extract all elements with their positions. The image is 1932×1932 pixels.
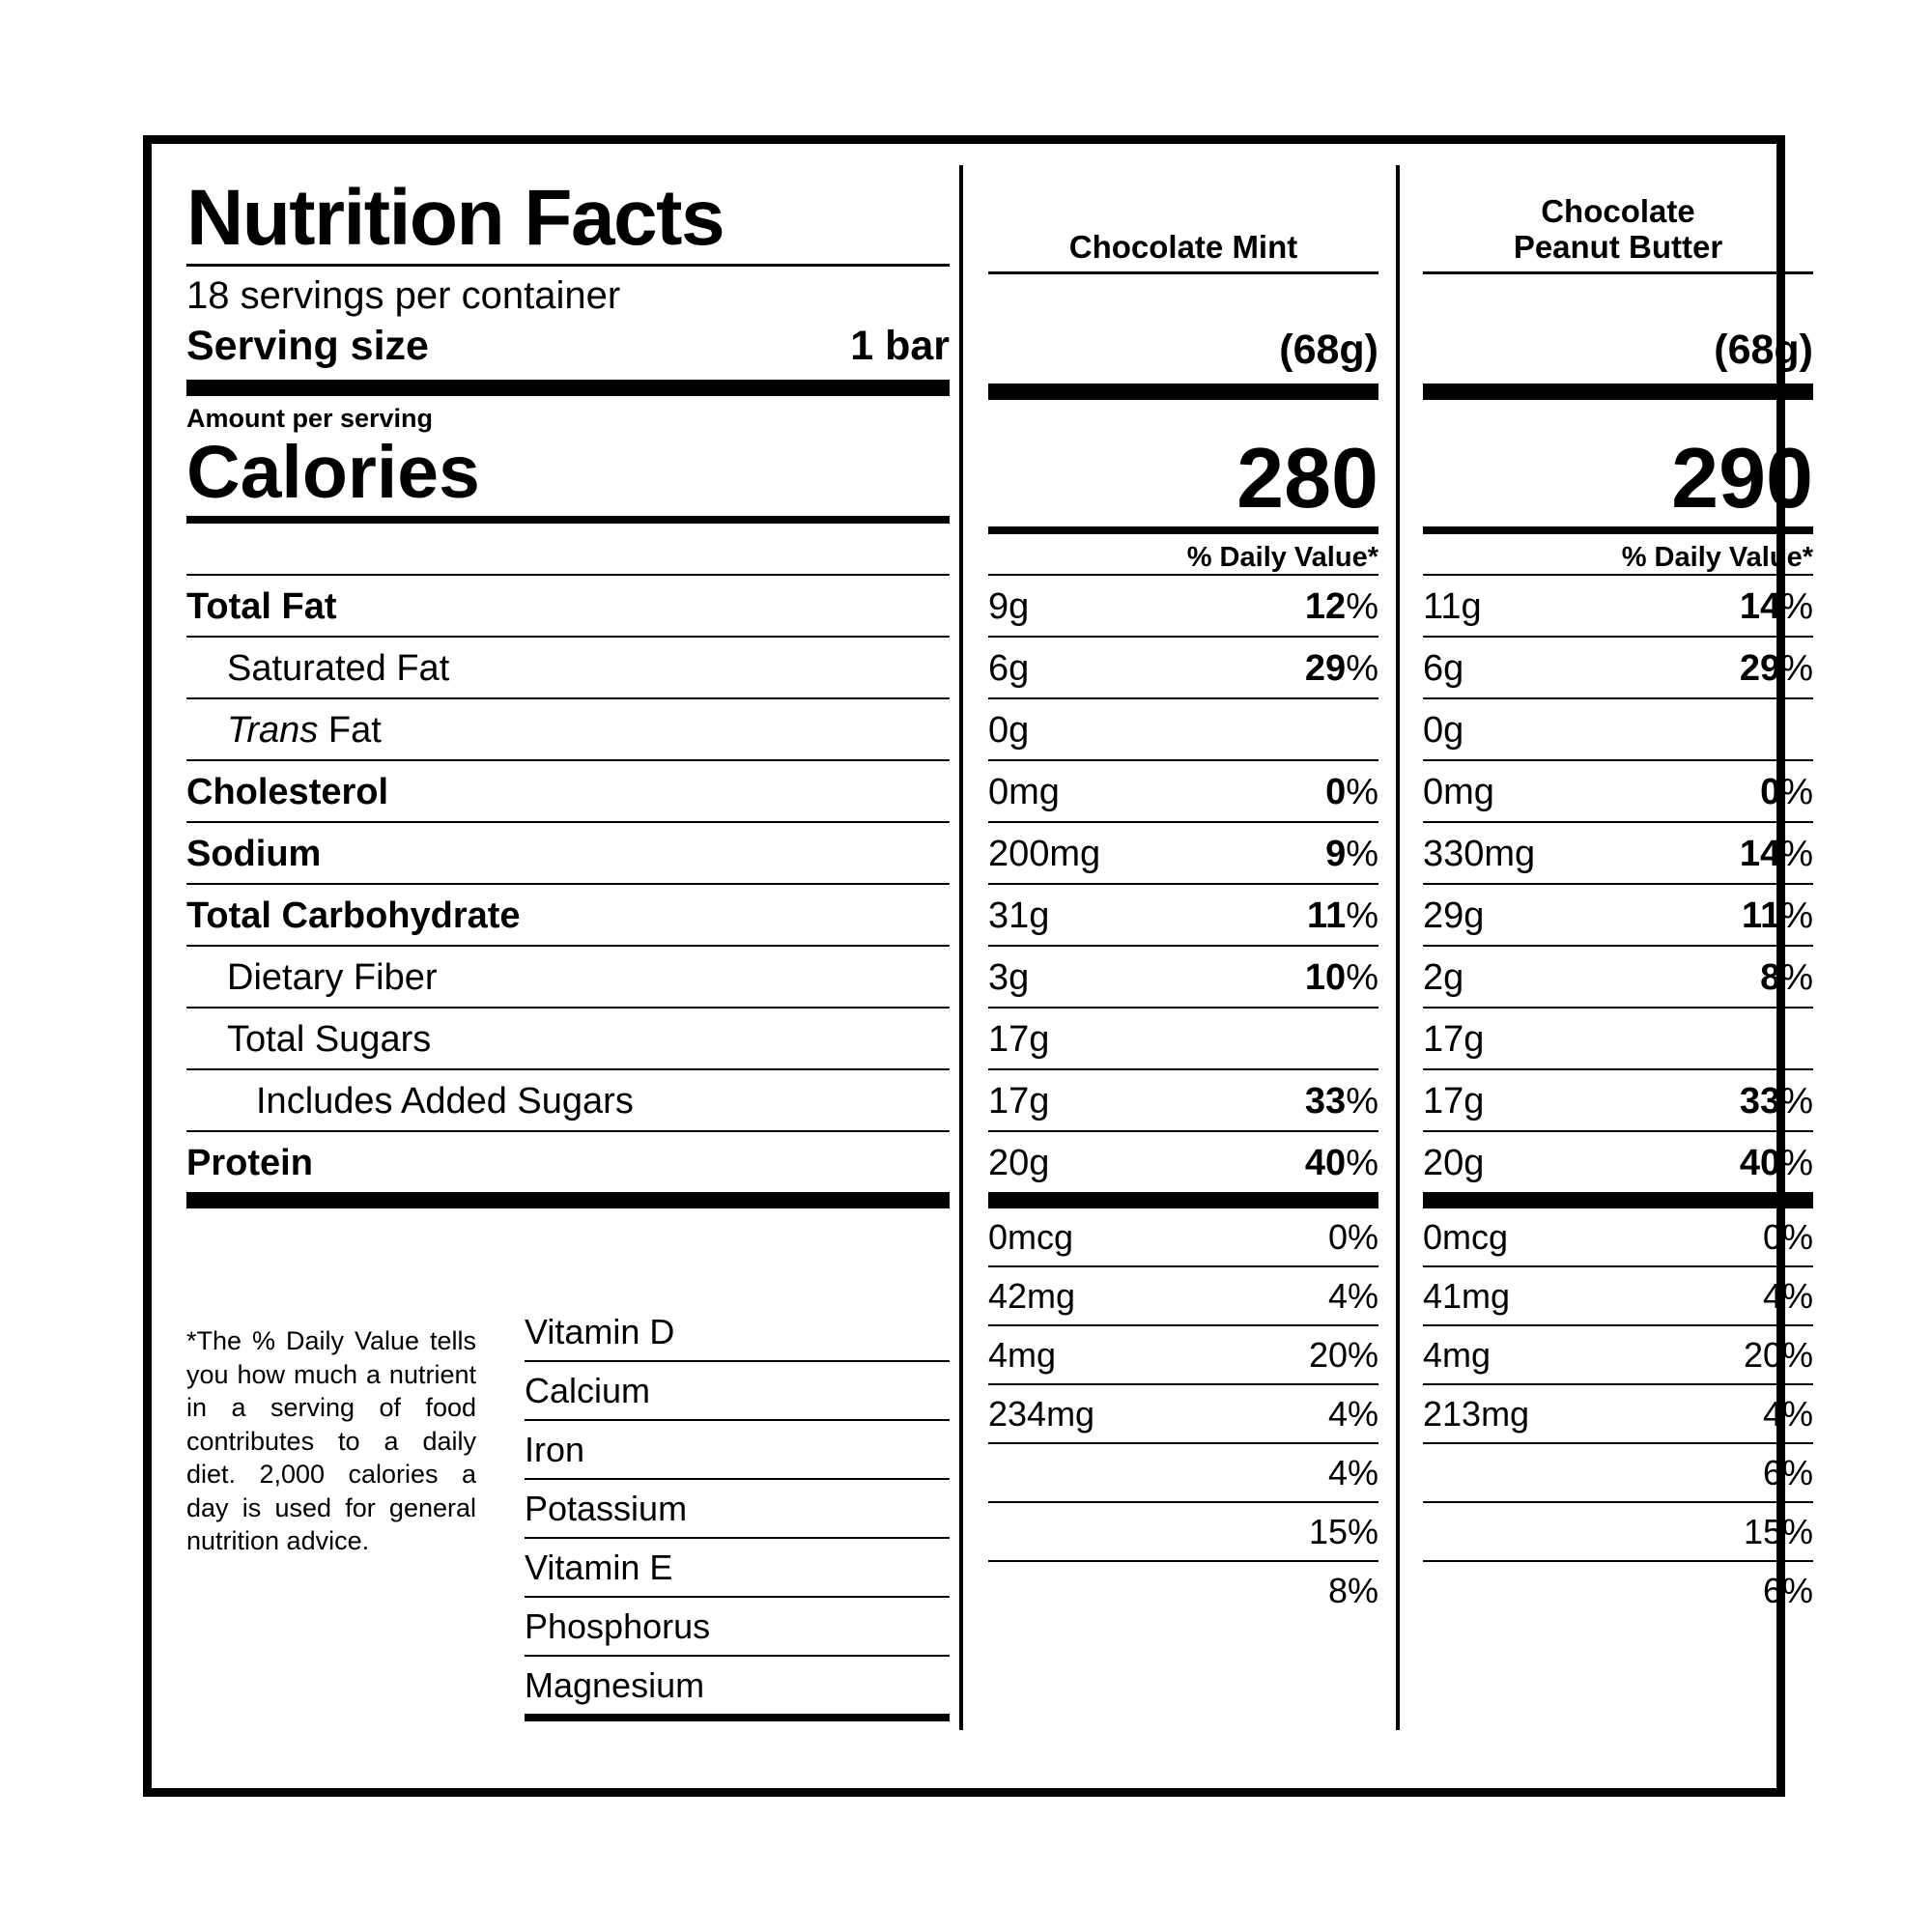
amount: 234mg <box>988 1394 1095 1435</box>
amount: 6g <box>988 648 1030 690</box>
micro-row-vitamin-e-pb <box>1423 1444 1813 1501</box>
micro-row-potassium-pb <box>1423 1385 1813 1442</box>
amount: 330mg <box>1423 834 1536 875</box>
daily-value: 14% <box>1739 834 1813 875</box>
daily-value: 4% <box>1327 1453 1378 1493</box>
amount: 4mg <box>1423 1335 1492 1376</box>
column-header-wrap <box>1423 165 1813 271</box>
column-header-line2: Peanut Butter <box>1513 229 1723 266</box>
micro-name-calcium: Calcium <box>525 1371 651 1410</box>
daily-value: 4% <box>1327 1276 1378 1317</box>
calories-value-mint: 280 <box>1236 430 1378 526</box>
daily-value: 20% <box>1743 1335 1813 1376</box>
nutrient-name-added-sugars: Includes Added Sugars <box>256 1080 634 1122</box>
amount: 0mg <box>988 772 1060 813</box>
daily-value: 0% <box>1760 772 1813 813</box>
micro-row-potassium-mint <box>988 1385 1378 1442</box>
calories-label: Calories <box>186 431 480 514</box>
daily-value: 11% <box>1307 895 1378 937</box>
column-header-line1: Chocolate <box>1541 193 1695 230</box>
value-row-added-sugars-pb <box>1423 1070 1813 1130</box>
divider-thick <box>1423 1192 1813 1208</box>
value-row-trans-fat-mint <box>988 699 1378 759</box>
micro-row-magnesium-mint <box>988 1562 1378 1619</box>
daily-value-footnote: *The % Daily Value tells you how much a nutrient in a serving of food contributes to a daily diet. 2,000 calories a day is used for general nutrition advice. <box>186 1326 476 1556</box>
micro-row-magnesium-pb <box>1423 1562 1813 1619</box>
nutrient-name-protein: Protein <box>186 1142 313 1183</box>
micro-name-phosphorus: Phosphorus <box>525 1606 711 1646</box>
daily-value: 33% <box>1304 1081 1378 1122</box>
daily-value: 15% <box>1743 1512 1813 1552</box>
micro-row-vitamin-e-mint <box>988 1444 1378 1501</box>
trans-rest: Fat <box>318 709 382 751</box>
amount: 20g <box>988 1143 1050 1184</box>
micro-name-vitamin-e: Vitamin E <box>525 1548 673 1587</box>
micro-row-phosphorus-mint <box>988 1503 1378 1560</box>
value-row-sodium-mint <box>988 823 1378 883</box>
trans-italic: Trans <box>227 709 319 751</box>
daily-value: 4% <box>1762 1276 1813 1317</box>
serving-size-value: 1 bar <box>850 323 950 369</box>
nutrient-name-sodium: Sodium <box>186 833 322 874</box>
value-row-saturated-fat-mint <box>988 638 1378 697</box>
value-row-dietary-fiber-mint <box>988 947 1378 1007</box>
daily-value: 29% <box>1304 648 1378 690</box>
divider-thick <box>988 1192 1378 1208</box>
daily-value: 8% <box>1760 957 1813 999</box>
nutrient-name-total-fat: Total Fat <box>186 585 337 627</box>
micro-row-vitamin-d-pb <box>1423 1208 1813 1265</box>
servings-per-container: 18 servings per container <box>186 274 621 317</box>
amount: 0mg <box>1423 772 1494 813</box>
value-row-trans-fat-pb <box>1423 699 1813 759</box>
serving-weight-pb: (68g) <box>1714 327 1813 373</box>
daily-value: 0% <box>1327 1217 1378 1258</box>
serving-size-row <box>186 321 950 380</box>
column-header-chocolate-peanut-butter <box>1514 194 1722 266</box>
daily-value: 40% <box>1739 1143 1813 1184</box>
amount: 0mcg <box>1423 1217 1509 1258</box>
daily-value: 11% <box>1742 895 1813 937</box>
amount: 9g <box>988 586 1030 628</box>
daily-value: 15% <box>1308 1512 1378 1552</box>
value-row-dietary-fiber-pb <box>1423 947 1813 1007</box>
micro-name-potassium: Potassium <box>525 1489 688 1528</box>
amount: 6g <box>1423 648 1464 690</box>
daily-value: 6% <box>1762 1571 1813 1611</box>
micro-row-phosphorus-pb <box>1423 1503 1813 1560</box>
page-title: Nutrition Facts <box>186 174 724 262</box>
value-row-protein-pb <box>1423 1132 1813 1192</box>
amount: 41mg <box>1423 1276 1511 1317</box>
micro-row-vitamin-d-mint <box>988 1208 1378 1265</box>
daily-value: 20% <box>1308 1335 1378 1376</box>
daily-value: 0% <box>1762 1217 1813 1258</box>
value-row-protein-mint <box>988 1132 1378 1192</box>
amount: 17g <box>1423 1081 1485 1122</box>
column-header-wrap <box>988 165 1378 271</box>
column-chocolate-mint <box>988 165 1378 1619</box>
nutrient-name-total-carbohydrate: Total Carbohydrate <box>186 895 521 936</box>
amount: 0g <box>1423 710 1464 752</box>
amount: 4mg <box>988 1335 1057 1376</box>
divider-med <box>186 516 950 524</box>
column-divider-2 <box>1396 165 1400 1730</box>
amount: 42mg <box>988 1276 1076 1317</box>
amount: 3g <box>988 957 1030 999</box>
amount: 11g <box>1423 586 1482 628</box>
value-row-total-carbohydrate-pb <box>1423 885 1813 945</box>
daily-value-header-mint: % Daily Value* <box>1186 542 1378 574</box>
daily-value: 9% <box>1325 834 1378 875</box>
value-row-sodium-pb <box>1423 823 1813 883</box>
micro-name-vitamin-d: Vitamin D <box>525 1312 675 1351</box>
divider-thick <box>988 384 1378 400</box>
serving-size-label: Serving size <box>186 323 429 369</box>
daily-value: 10% <box>1304 957 1378 999</box>
value-row-cholesterol-pb <box>1423 761 1813 821</box>
value-row-total-sugars-mint <box>988 1009 1378 1068</box>
daily-value: 14% <box>1739 586 1813 628</box>
nutrient-name-dietary-fiber: Dietary Fiber <box>227 956 438 998</box>
nutrient-name-total-sugars: Total Sugars <box>227 1018 432 1060</box>
divider-thick <box>186 1192 950 1208</box>
amount: 31g <box>988 895 1050 937</box>
column-divider-1 <box>959 165 963 1730</box>
divider-med <box>988 526 1378 534</box>
micro-row-iron-pb <box>1423 1326 1813 1383</box>
micro-name-iron: Iron <box>525 1430 585 1469</box>
daily-value: 4% <box>1762 1394 1813 1435</box>
amount: 17g <box>988 1019 1050 1061</box>
amount: 2g <box>1423 957 1464 999</box>
daily-value: 33% <box>1739 1081 1813 1122</box>
daily-value: 4% <box>1327 1394 1378 1435</box>
micronutrient-name-column <box>525 1303 950 1721</box>
divider-thick <box>1423 384 1813 400</box>
amount: 29g <box>1423 895 1485 937</box>
amount: 17g <box>988 1081 1050 1122</box>
amount: 17g <box>1423 1019 1485 1061</box>
nutrition-facts-panel <box>143 135 1813 1797</box>
amount: 200mg <box>988 834 1101 875</box>
nutrient-name-column <box>186 165 950 1208</box>
amount: 20g <box>1423 1143 1485 1184</box>
value-row-total-fat-pb <box>1423 576 1813 636</box>
nutrient-name-cholesterol: Cholesterol <box>186 771 389 812</box>
nutrient-name-trans-fat <box>186 699 950 759</box>
value-row-total-fat-mint <box>988 576 1378 636</box>
amount: 213mg <box>1423 1394 1530 1435</box>
column-header-chocolate-mint: Chocolate Mint <box>1068 229 1298 266</box>
amount: 0mcg <box>988 1217 1074 1258</box>
daily-value: 40% <box>1304 1143 1378 1184</box>
daily-value-header-pb: % Daily Value* <box>1621 542 1813 574</box>
value-row-added-sugars-mint <box>988 1070 1378 1130</box>
micro-row-calcium-mint <box>988 1267 1378 1324</box>
value-row-saturated-fat-pb <box>1423 638 1813 697</box>
value-row-total-sugars-pb <box>1423 1009 1813 1068</box>
divider-thick <box>186 380 950 396</box>
daily-value: 0% <box>1325 772 1378 813</box>
micro-row-calcium-pb <box>1423 1267 1813 1324</box>
amount: 0g <box>988 710 1030 752</box>
daily-value: 12% <box>1304 586 1378 628</box>
nutrient-name-saturated-fat: Saturated Fat <box>227 647 450 689</box>
amount-per-serving-label: Amount per serving <box>186 404 434 433</box>
value-row-total-carbohydrate-mint <box>988 885 1378 945</box>
daily-value: 29% <box>1739 648 1813 690</box>
serving-weight-mint: (68g) <box>1279 327 1378 373</box>
divider-med <box>1423 526 1813 534</box>
daily-value: 6% <box>1762 1453 1813 1493</box>
value-row-cholesterol-mint <box>988 761 1378 821</box>
micro-name-magnesium: Magnesium <box>525 1665 705 1705</box>
calories-value-pb: 290 <box>1671 430 1813 526</box>
column-chocolate-peanut-butter <box>1423 165 1813 1619</box>
divider-med <box>525 1714 950 1721</box>
daily-value: 8% <box>1327 1571 1378 1611</box>
micro-row-iron-mint <box>988 1326 1378 1383</box>
